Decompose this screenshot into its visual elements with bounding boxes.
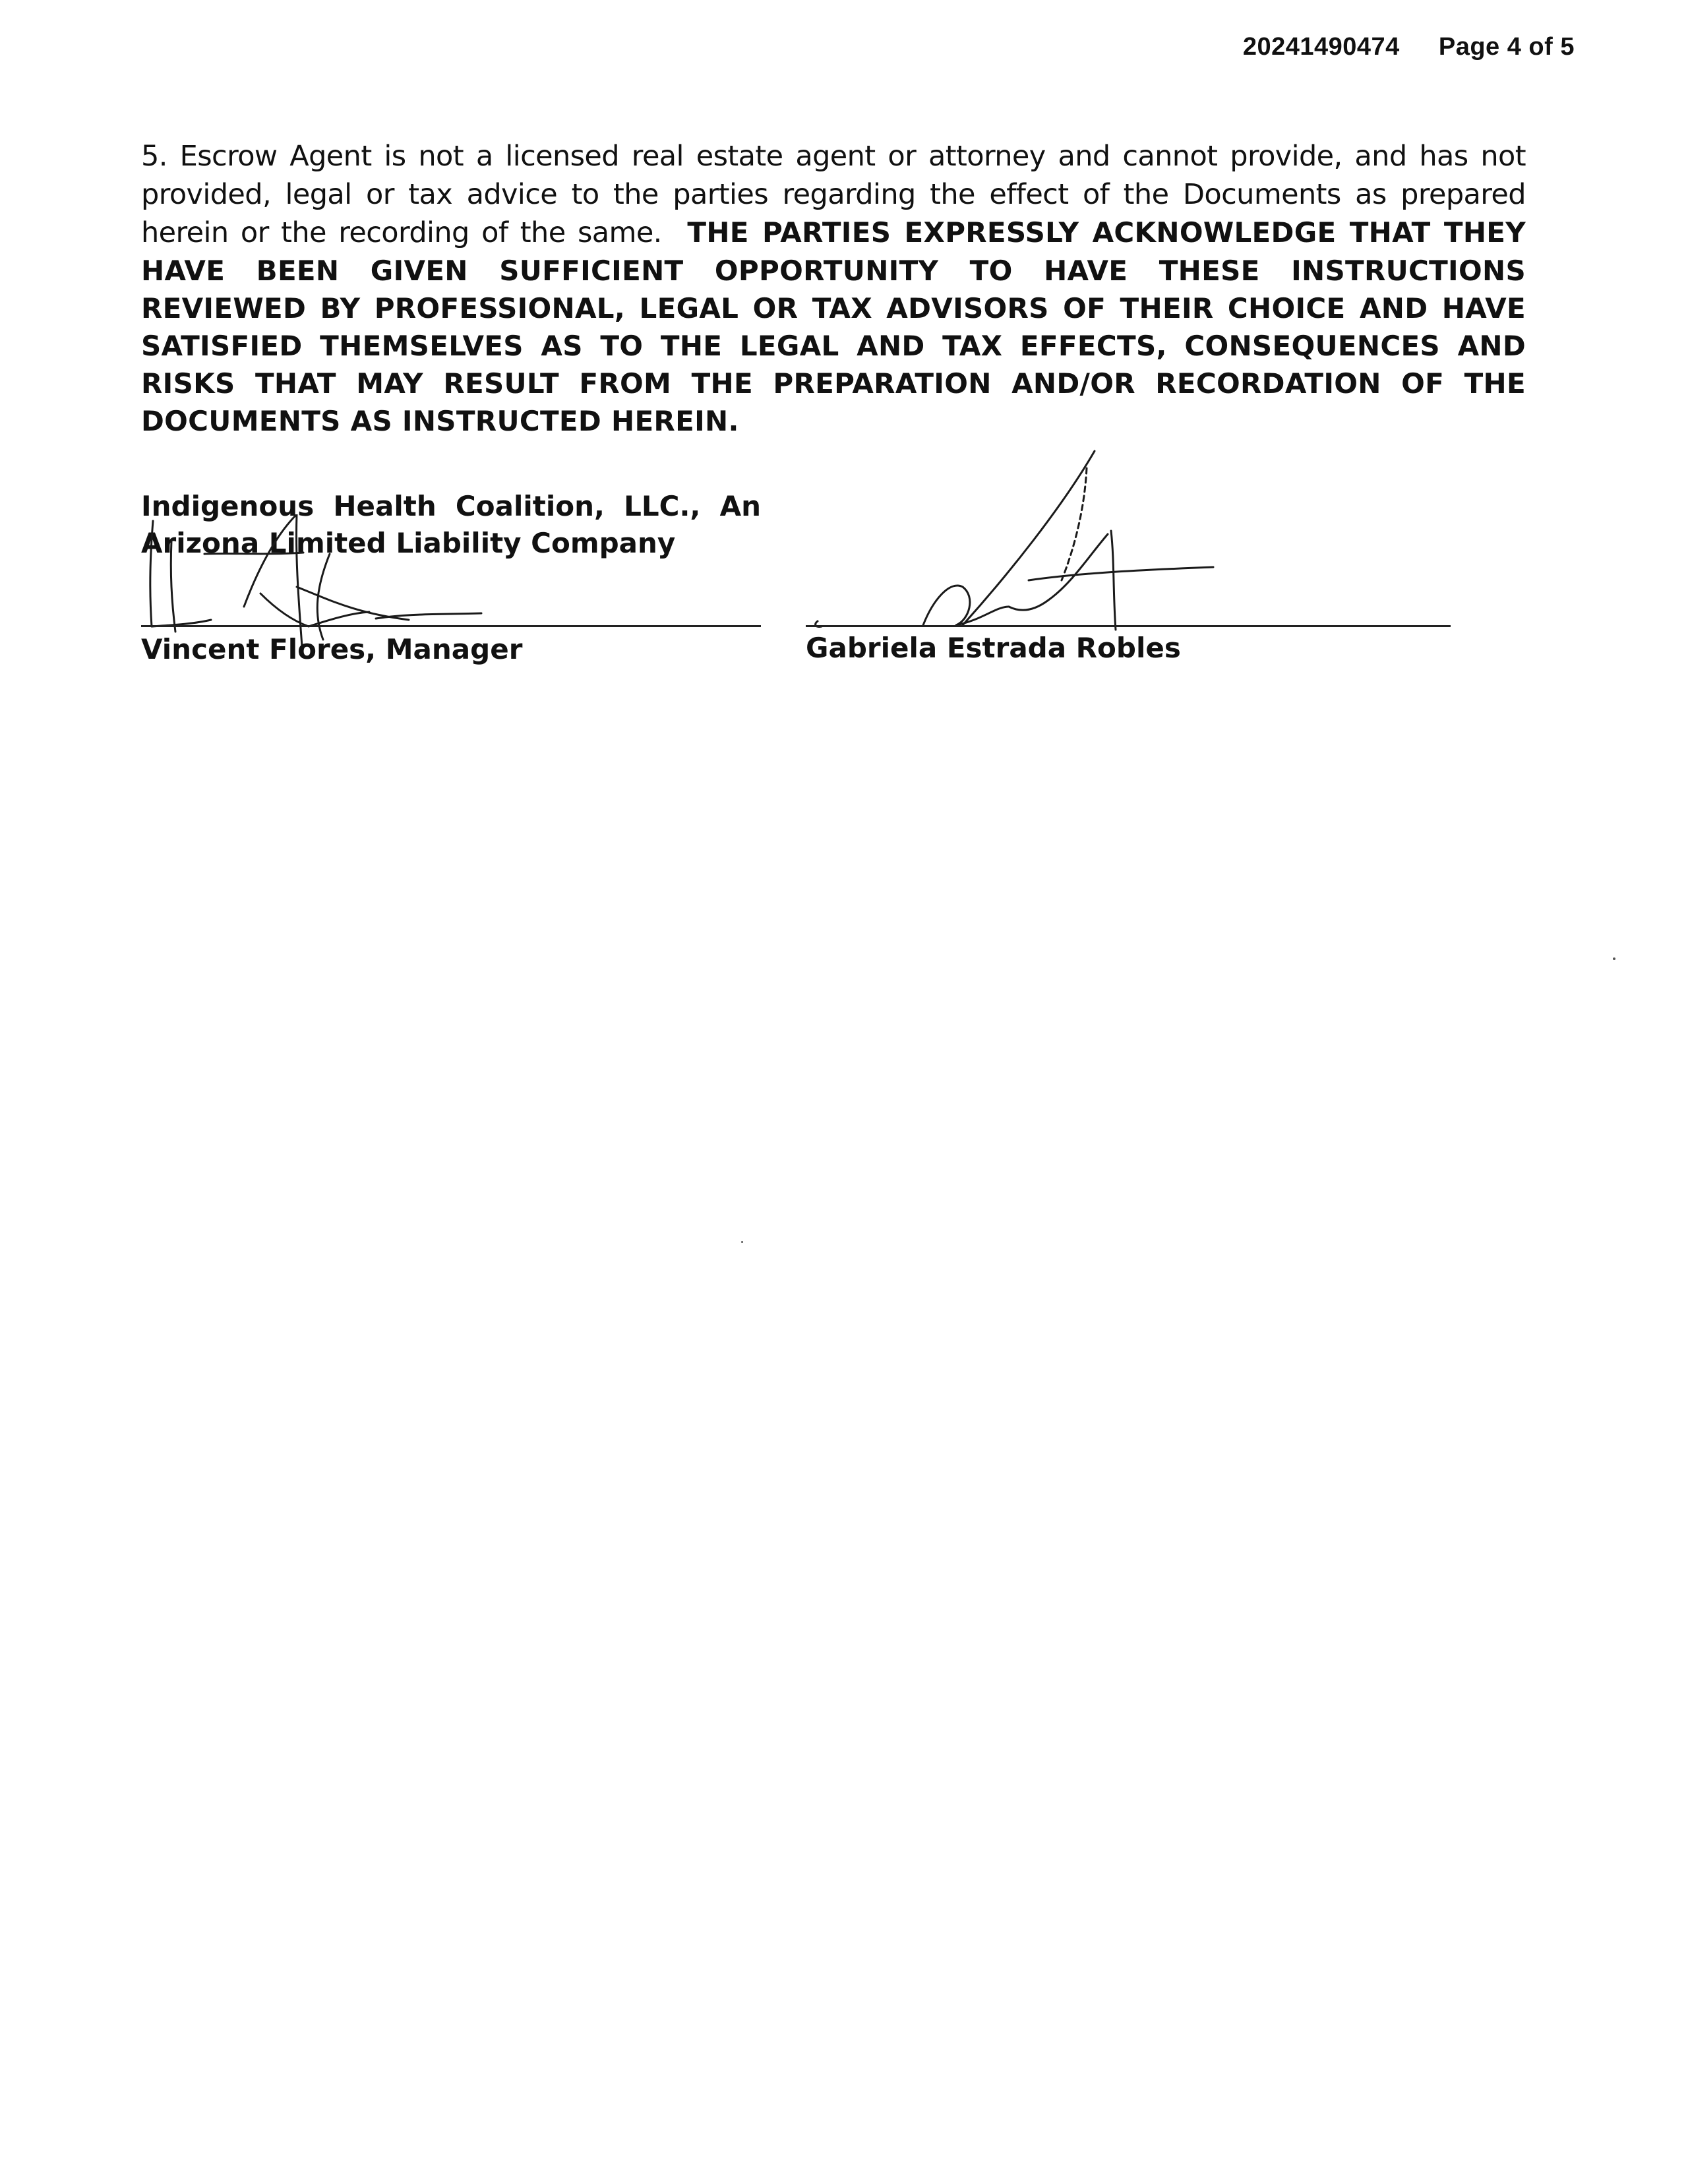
scan-speck: [1613, 957, 1615, 960]
company-name: Indigenous Health Coalition, LLC., An Arizona Limited Liability Company: [141, 490, 761, 559]
acknowledgement-text: THE PARTIES EXPRESSLY ACKNOWLEDGE THAT THEY HAVE BEEN GIVEN SUFFICIENT OPPORTUNITY TO HAVE THESE INSTRUCTIONS REVIEWED BY PROFESSIONAL, LEGAL OR TAX ADVISORS OF THEIR CHOICE AND HAVE SATISFIED THEMSELVES AS TO THE LEGAL AND TAX EFFECTS, CONSEQUENCES AND RISKS THAT MAY RESULT FROM THE PREPARATION AND/OR RECORDATION OF THE DOCUMENTS AS INSTRUCTED HEREIN.: [141, 216, 1526, 437]
scan-speck: [741, 1241, 743, 1243]
signer-name-right: Gabriela Estrada Robles: [806, 632, 1181, 664]
signer-name-left: Vincent Flores, Manager: [141, 633, 523, 665]
document-number: 20241490474: [1242, 33, 1400, 61]
page-header: [1243, 33, 1575, 61]
signature-line-right: [806, 625, 1451, 627]
signature-line-left: [141, 625, 761, 627]
page-number: Page 4 of 5: [1438, 33, 1575, 61]
clause-text: 5. Escrow Agent is not a licensed real estate agent or attorney and cannot provide, and has not provided, legal or tax advice to the parties regarding the effect of the Documents as prepared herein or the recording of the same.: [141, 140, 1526, 249]
escrow-clause-paragraph: [141, 137, 1526, 440]
gabriela-estrada-robles-signature: [811, 448, 1233, 646]
